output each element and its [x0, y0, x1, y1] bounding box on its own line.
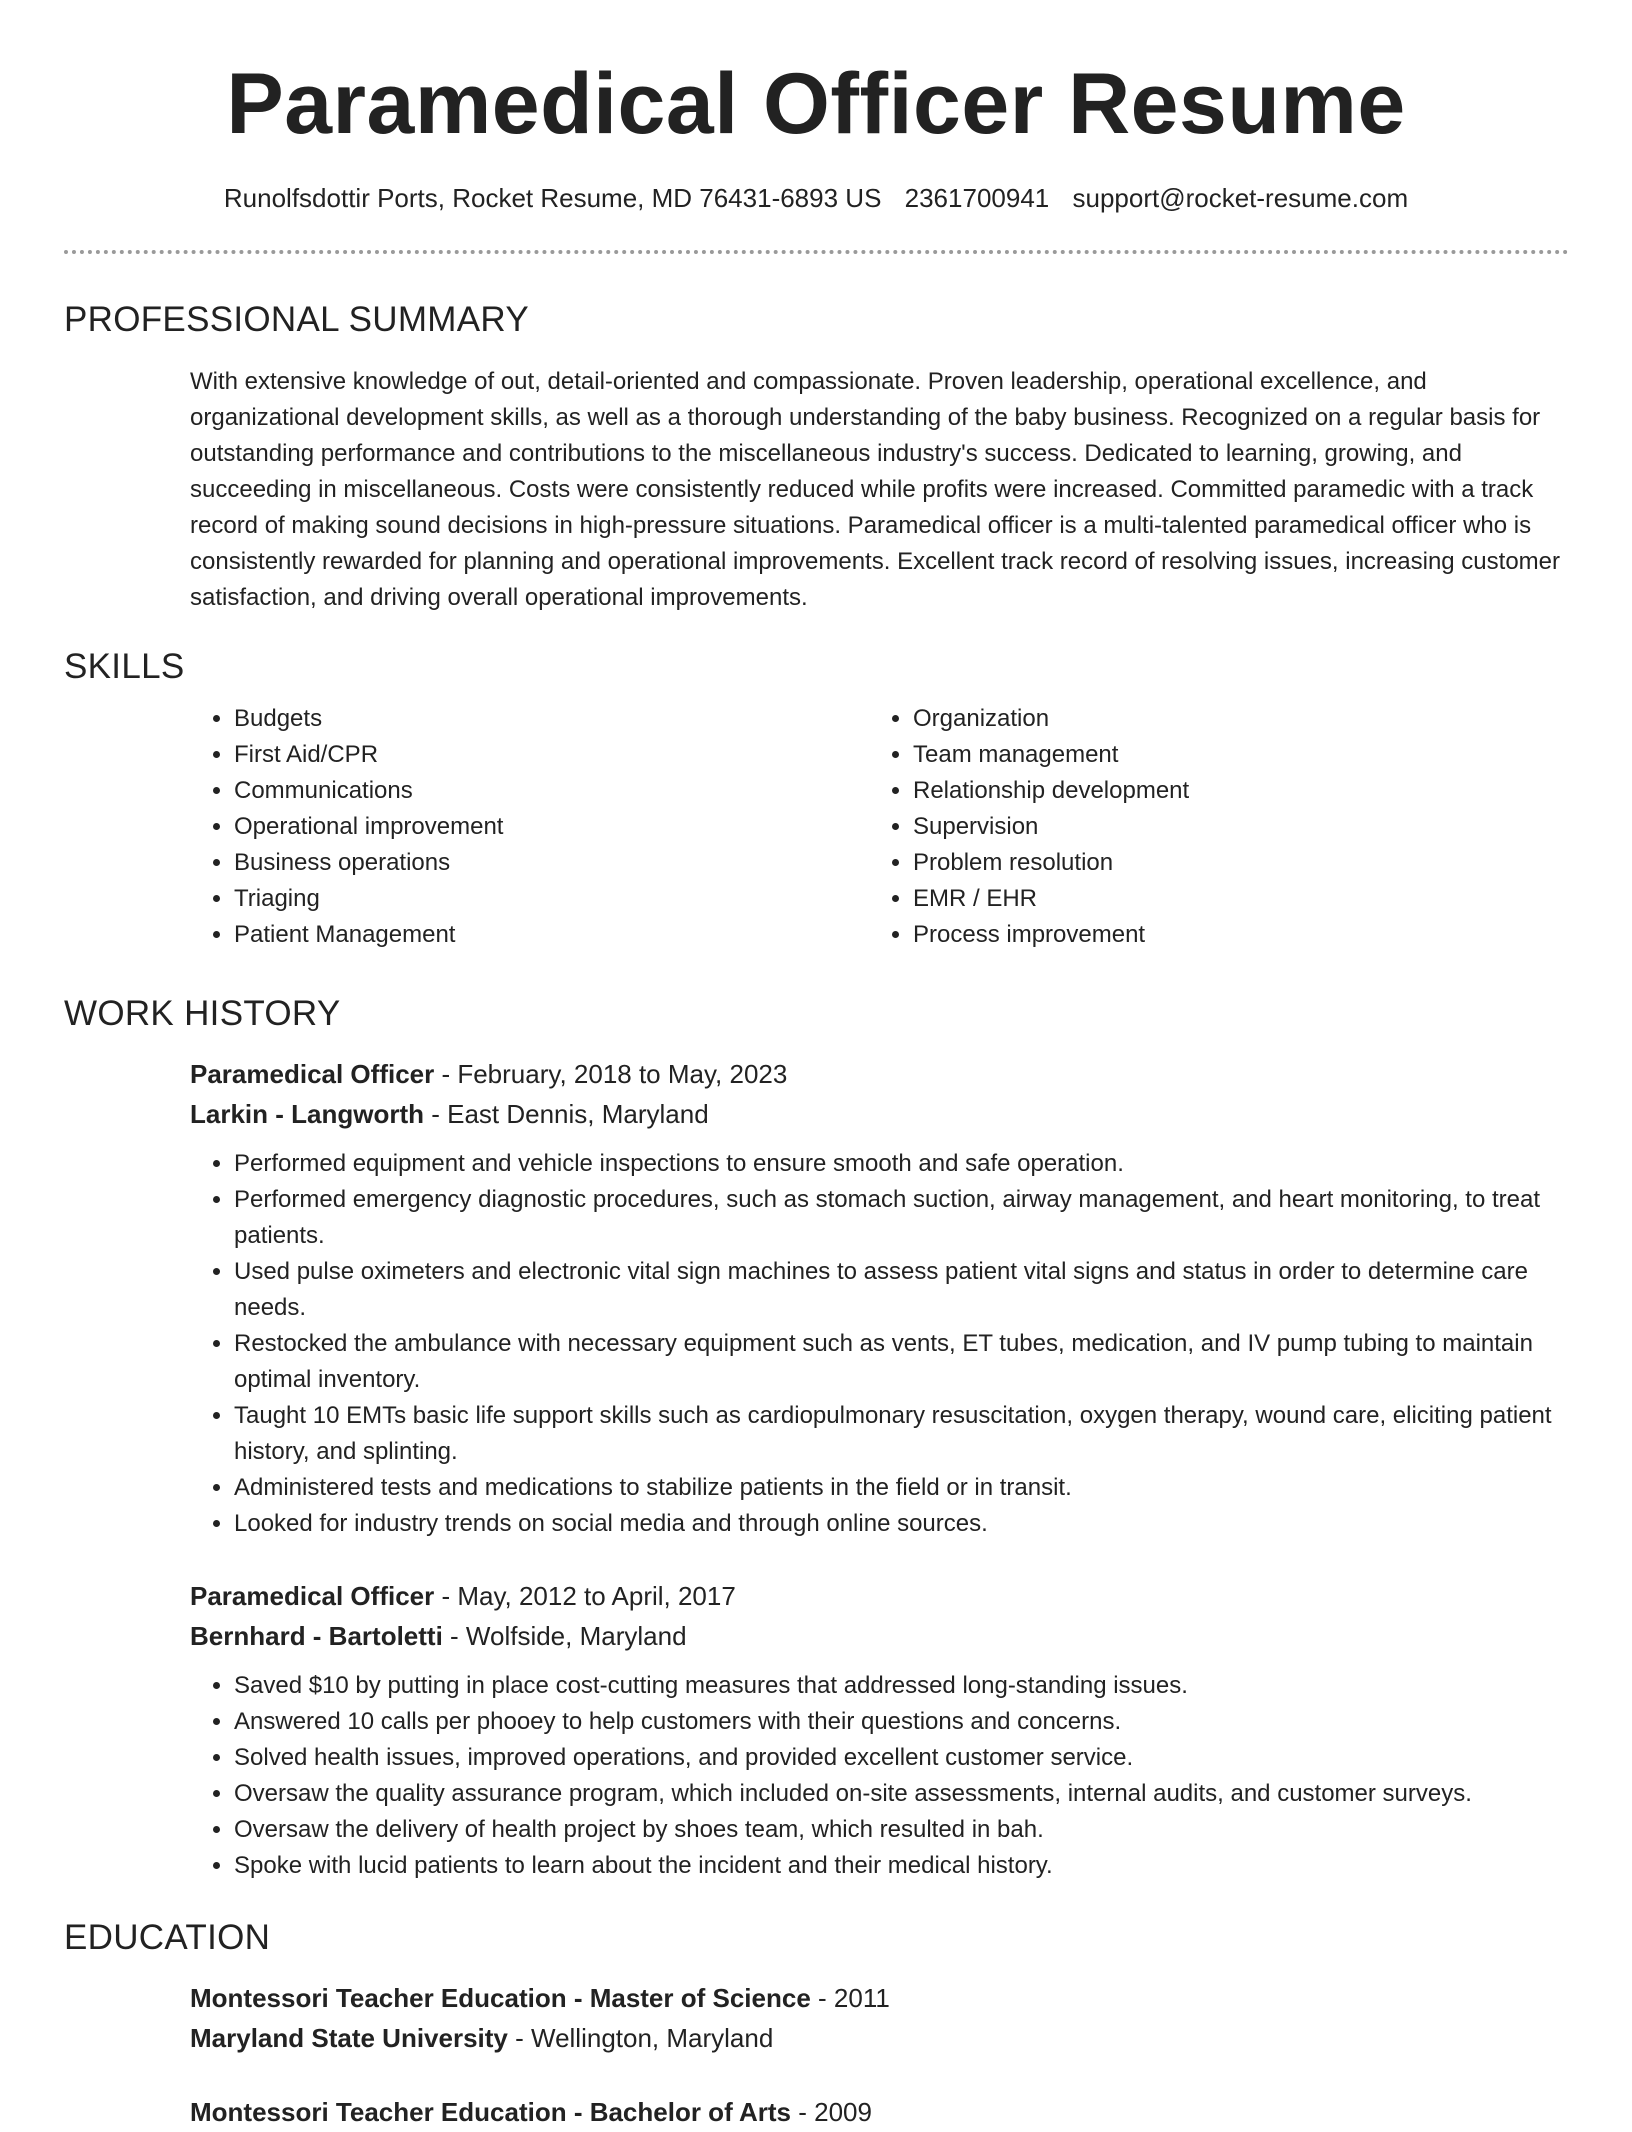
- skills-section: [64, 645, 1569, 953]
- skill-item: • Communications: [234, 773, 869, 809]
- education-degree-line: [190, 1978, 1569, 2018]
- education-year: - 2011: [810, 1983, 890, 2013]
- education-year: - 2009: [791, 2097, 872, 2127]
- summary-heading: PROFESSIONAL SUMMARY: [64, 300, 529, 339]
- job-title: Paramedical Officer: [190, 1581, 435, 1611]
- skill-item: • Organization: [913, 701, 1548, 737]
- job-company-line: [190, 1094, 1569, 1134]
- job-location: - Wolfside, Maryland: [442, 1621, 687, 1651]
- skill-item: • Triaging: [234, 881, 869, 917]
- education-section: [64, 1916, 1569, 2132]
- education-entry: [190, 1978, 1569, 2058]
- job-bullet: • Administered tests and medications to stabilize patients in the field or in transit.: [234, 1470, 1569, 1506]
- work-history-section: [64, 992, 1569, 1884]
- job-bullet: • Performed equipment and vehicle inspections to ensure smooth and safe operation.: [234, 1146, 1569, 1182]
- job-bullet: • Answered 10 calls per phooey to help customers with their questions and concerns.: [234, 1704, 1569, 1740]
- summary-text: With extensive knowledge of out, detail-oriented and compassionate. Proven leadership, operational excellence, and organizational development skills, as well as a thorough understanding of the baby business. Recognized on a regular basis for outstanding performance and contributions to the miscellaneous industry's success. Dedicated to learning, growing, and succeeding in miscellaneous. Costs were consistently reduced while profits were increased. Committed paramedic with a track record of making sound decisions in high-pressure situations. Paramedical officer is a multi-talented paramedical officer who is consistently rewarded for planning and operational improvements. Excellent track record of resolving issues, increasing customer satisfaction, and driving overall operational improvements.: [190, 368, 1561, 611]
- contact-address: Runolfsdottir Ports, Rocket Resume, MD 76431-6893 US: [223, 183, 882, 213]
- skill-item: • Operational improvement: [234, 809, 869, 845]
- contact-email: support@rocket-resume.com: [1072, 183, 1409, 213]
- job-bullets: [190, 1146, 1569, 1542]
- job-bullet: • Saved $10 by putting in place cost-cutting measures that addressed long-standing issues.: [234, 1668, 1569, 1704]
- job-location: - East Dennis, Maryland: [424, 1099, 709, 1129]
- contact-line: [0, 180, 1632, 216]
- skill-item: • Problem resolution: [913, 845, 1548, 881]
- skills-list-left: [190, 701, 869, 953]
- job-bullet: • Taught 10 EMTs basic life support skills such as cardiopulmonary resuscitation, oxygen therapy, wound care, eliciting patient history, and splinting.: [234, 1398, 1569, 1470]
- skill-item: • Team management: [913, 737, 1548, 773]
- job-company: Bernhard - Bartoletti: [190, 1621, 443, 1651]
- job-bullet: • Used pulse oximeters and electronic vital sign machines to assess patient vital signs and status in order to determine care needs.: [234, 1254, 1569, 1326]
- job-dates: - May, 2012 to April, 2017: [434, 1581, 736, 1611]
- skill-item: • First Aid/CPR: [234, 737, 869, 773]
- summary-section: [64, 298, 1569, 616]
- job-company: Larkin - Langworth: [190, 1099, 424, 1129]
- skill-item: • EMR / EHR: [913, 881, 1548, 917]
- skill-item: • Business operations: [234, 845, 869, 881]
- contact-phone: 2361700941: [904, 183, 1050, 213]
- education-school-line: [190, 2018, 1569, 2058]
- job-title-line: [190, 1054, 1569, 1094]
- job-bullet: • Performed emergency diagnostic procedures, such as stomach suction, airway management, and heart monitoring, to treat patients.: [234, 1182, 1569, 1254]
- job-bullet: • Oversaw the quality assurance program, which included on-site assessments, internal audits, and customer surveys.: [234, 1776, 1569, 1812]
- skills-list-right: [869, 701, 1548, 953]
- job-company-line: [190, 1616, 1569, 1656]
- resume-title: Paramedical Officer Resume: [226, 56, 1406, 152]
- job-bullet: • Solved health issues, improved operations, and provided excellent customer service.: [234, 1740, 1569, 1776]
- education-heading: EDUCATION: [64, 1918, 271, 1957]
- education-degree: Montessori Teacher Education - Bachelor of Arts: [190, 2097, 791, 2127]
- job-title: Paramedical Officer: [190, 1059, 435, 1089]
- skill-item: • Process improvement: [913, 917, 1548, 953]
- skills-heading: SKILLS: [64, 647, 185, 686]
- job-title-line: [190, 1576, 1569, 1616]
- skill-item: • Relationship development: [913, 773, 1548, 809]
- job-entry: [190, 1576, 1569, 1884]
- skill-item: • Supervision: [913, 809, 1548, 845]
- job-bullets: [190, 1668, 1569, 1884]
- skill-item: • Budgets: [234, 701, 869, 737]
- job-bullet: • Restocked the ambulance with necessary equipment such as vents, ET tubes, medication, and IV pump tubing to maintain optimal inventory.: [234, 1326, 1569, 1398]
- skill-item: • Patient Management: [234, 917, 869, 953]
- education-location: - Wellington, Maryland: [507, 2023, 774, 2053]
- education-degree-line: [190, 2092, 1569, 2132]
- job-bullet: • Oversaw the delivery of health project by shoes team, which resulted in bah.: [234, 1812, 1569, 1848]
- header-divider: [64, 250, 1569, 254]
- job-bullet: • Looked for industry trends on social media and through online sources.: [234, 1506, 1569, 1542]
- job-entry: [190, 1054, 1569, 1542]
- education-school: Maryland State University: [190, 2023, 508, 2053]
- skills-columns: [190, 701, 1569, 953]
- education-entry: [190, 2092, 1569, 2132]
- job-dates: - February, 2018 to May, 2023: [434, 1059, 788, 1089]
- education-degree: Montessori Teacher Education - Master of Science: [190, 1983, 811, 2013]
- job-bullet: • Spoke with lucid patients to learn about the incident and their medical history.: [234, 1848, 1569, 1884]
- work-history-heading: WORK HISTORY: [64, 994, 341, 1033]
